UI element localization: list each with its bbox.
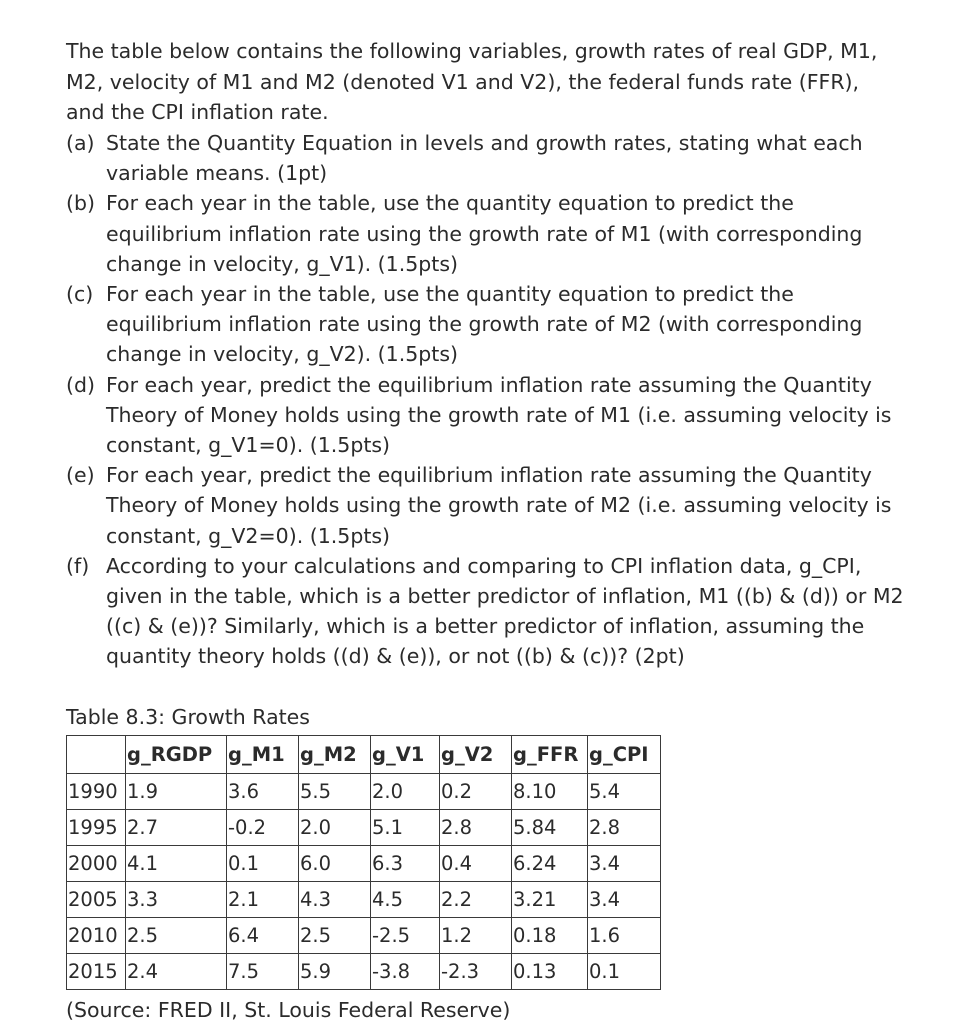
- part-text: According to your calculations and comparing to CPI inflation data, g_CPI, given in the table, which is a better predictor of inflation, M1 ((b) & (d)) or M2 ((c) & (e))? Similarly, which is a better predictor of inflation, assuming the quantity theory holds ((d) & (e)), or not ((b) & (c))? (2pt): [106, 553, 904, 669]
- column-header: g_M1: [227, 736, 299, 774]
- table-cell: 5.84: [512, 810, 588, 846]
- table-cell: 2000: [67, 846, 126, 882]
- table-cell: 1995: [67, 810, 126, 846]
- table-cell: 2.8: [440, 810, 512, 846]
- table-cell: 5.5: [299, 774, 371, 810]
- part-letter: (c): [66, 282, 94, 307]
- table-cell: 1.9: [126, 774, 227, 810]
- part-text: For each year, predict the equilibrium inflation rate assuming the Quantity Theory of Money holds using the growth rate of M2 (i.e. assuming velocity is constant, g_V2=0). (1.5pts): [106, 463, 892, 548]
- table-cell: 2.8: [588, 810, 661, 846]
- table-cell: 4.3: [299, 882, 371, 918]
- table-cell: 3.21: [512, 882, 588, 918]
- table-header-row: [67, 736, 661, 774]
- table-cell: 1.2: [440, 918, 512, 954]
- table-cell: -3.8: [371, 954, 440, 990]
- part-letter: (b): [66, 191, 96, 216]
- table-cell: 2.2: [440, 882, 512, 918]
- table-row: [67, 954, 661, 990]
- table-cell: 8.10: [512, 774, 588, 810]
- intro-paragraph: The table below contains the following variables, growth rates of real GDP, M1, M2, velocity of M1 and M2 (denoted V1 and V2), the federal funds rate (FFR), and the CPI inflation rate.: [66, 39, 878, 124]
- column-header: g_M2: [299, 736, 371, 774]
- table-caption: Table 8.3: Growth Rates: [66, 705, 310, 729]
- table-cell: 6.0: [299, 846, 371, 882]
- table-cell: 3.4: [588, 882, 661, 918]
- table-cell: 2.5: [126, 918, 227, 954]
- table-row: [67, 846, 661, 882]
- table-cell: 1990: [67, 774, 126, 810]
- table-cell: 2.7: [126, 810, 227, 846]
- column-header: g_V2: [440, 736, 512, 774]
- table-cell: 2.4: [126, 954, 227, 990]
- table-cell: 3.4: [588, 846, 661, 882]
- question-parts: [66, 128, 906, 672]
- part-text: For each year, predict the equilibrium inflation rate assuming the Quantity Theory of Money holds using the growth rate of M1 (i.e. assuming velocity is constant, g_V1=0). (1.5pts): [106, 372, 892, 458]
- part-letter: (a): [66, 131, 95, 155]
- table-cell: 2.5: [299, 918, 371, 954]
- table-cell: 4.5: [371, 882, 440, 918]
- part-text: For each year in the table, use the quantity equation to predict the equilibrium inflation rate using the growth rate of M1 (with corresponding change in velocity, g_V1). (1.5pts): [106, 191, 863, 276]
- table-cell: 3.6: [227, 774, 299, 810]
- question-part: [66, 460, 906, 551]
- table-cell: 6.3: [371, 846, 440, 882]
- table-cell: -0.2: [227, 810, 299, 846]
- table-cell: 2015: [67, 954, 126, 990]
- table-cell: 0.1: [588, 954, 661, 990]
- part-letter: (f): [66, 553, 90, 578]
- table-cell: 6.24: [512, 846, 588, 882]
- part-text: State the Quantity Equation in levels and growth rates, stating what each variable means. (1pt): [106, 131, 863, 186]
- table-cell: 7.5: [227, 954, 299, 990]
- question-part: [66, 188, 906, 279]
- table-cell: -2.5: [371, 918, 440, 954]
- table-cell: 2005: [67, 882, 126, 918]
- question-part: [66, 279, 906, 370]
- table-cell: 0.1: [227, 846, 299, 882]
- part-text: For each year in the table, use the quantity equation to predict the equilibrium inflation rate using the growth rate of M2 (with corresponding change in velocity, g_V2). (1.5pts): [106, 282, 863, 367]
- table-cell: 6.4: [227, 918, 299, 954]
- question-part: [66, 128, 906, 188]
- table-cell: 2010: [67, 918, 126, 954]
- table-cell: 2.0: [299, 810, 371, 846]
- source-note: (Source: FRED II, St. Louis Federal Reserve): [66, 998, 511, 1022]
- part-letter: (e): [66, 463, 95, 488]
- table-row: [67, 918, 661, 954]
- column-header: g_CPI: [588, 736, 661, 774]
- growth-rates-table: [66, 735, 661, 990]
- column-header: [67, 736, 126, 774]
- table-cell: -2.3: [440, 954, 512, 990]
- table-cell: 5.4: [588, 774, 661, 810]
- column-header: g_FFR: [512, 736, 588, 774]
- table-cell: 0.4: [440, 846, 512, 882]
- table-row: [67, 882, 661, 918]
- table-cell: 5.9: [299, 954, 371, 990]
- column-header: g_RGDP: [126, 736, 227, 774]
- column-header: g_V1: [371, 736, 440, 774]
- question-part: [66, 370, 906, 461]
- part-letter: (d): [66, 372, 96, 397]
- table-cell: 5.1: [371, 810, 440, 846]
- table-cell: 0.2: [440, 774, 512, 810]
- table-row: [67, 774, 661, 810]
- table-row: [67, 810, 661, 846]
- table-cell: 2.0: [371, 774, 440, 810]
- table-cell: 4.1: [126, 846, 227, 882]
- table-cell: 1.6: [588, 918, 661, 954]
- table-cell: 0.18: [512, 918, 588, 954]
- table-cell: 0.13: [512, 954, 588, 990]
- table-cell: 2.1: [227, 882, 299, 918]
- table-cell: 3.3: [126, 882, 227, 918]
- question-part: [66, 551, 906, 672]
